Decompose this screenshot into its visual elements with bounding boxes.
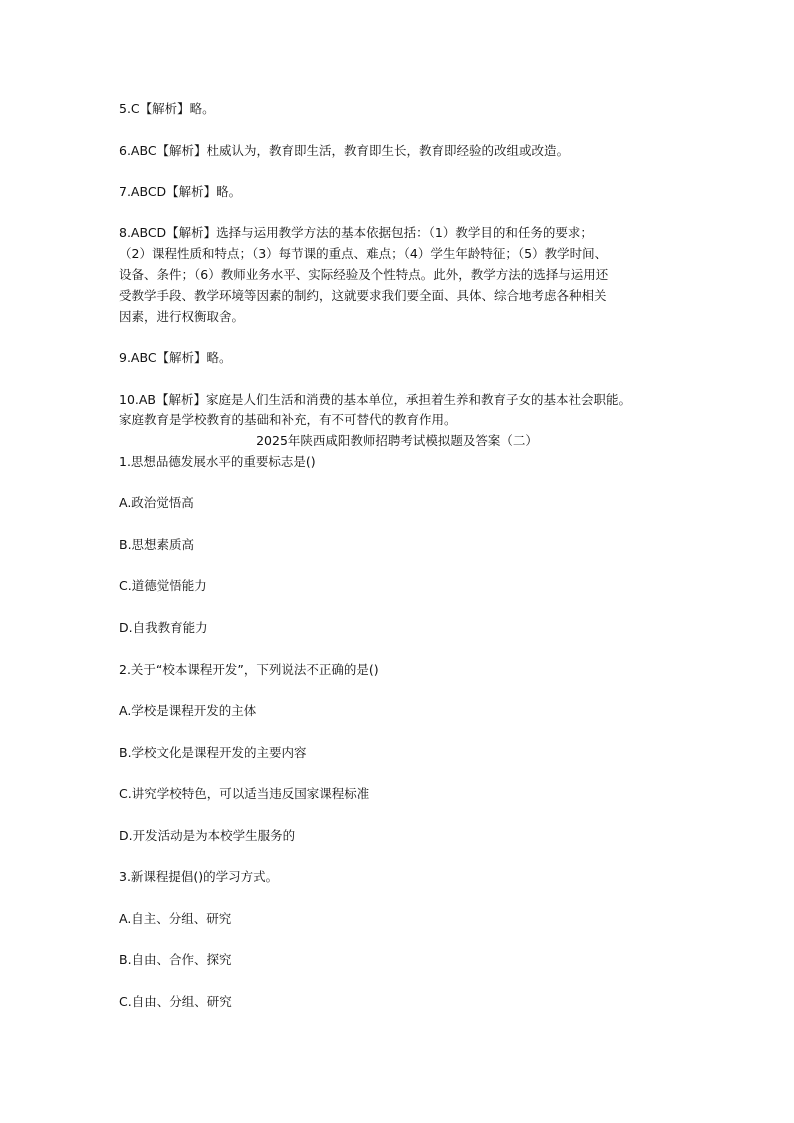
question-2-option-b: B.学校文化是课程开发的主要内容	[119, 745, 307, 760]
answer-5: 5.C【解析】略。	[119, 101, 215, 116]
answer-8-line: 受教学手段、教学环境等因素的制约，这就要求我们要全面、具体、综合地考虑各种相关	[119, 288, 607, 303]
question-3-stem: 3.新课程提倡()的学习方式。	[119, 869, 279, 884]
question-1-option-b: B.思想素质高	[119, 537, 195, 552]
answer-7: 7.ABCD【解析】略。	[119, 184, 242, 199]
question-3-option-c: C.自由、分组、研究	[119, 994, 232, 1009]
question-1-option-a: A.政治觉悟高	[119, 495, 194, 510]
answer-10-line: 家庭教育是学校教育的基础和补充，有不可替代的教育作用。	[119, 412, 457, 427]
question-3-option-a: A.自主、分组、研究	[119, 911, 232, 926]
question-1-stem: 1.思想品德发展水平的重要标志是()	[119, 454, 316, 469]
question-2-option-a: A.学校是课程开发的主体	[119, 703, 257, 718]
answer-6: 6.ABC【解析】杜威认为，教育即生活，教育即生长，教育即经验的改组或改造。	[119, 143, 570, 158]
section-title: 2025年陕西咸阳教师招聘考试模拟题及答案（二）	[256, 433, 538, 448]
answer-9: 9.ABC【解析】略。	[119, 350, 232, 365]
question-2-option-c: C.讲究学校特色，可以适当违反国家课程标准	[119, 786, 370, 801]
question-1-option-d: D.自我教育能力	[119, 620, 208, 635]
question-1-option-c: C.道德觉悟能力	[119, 578, 207, 593]
answer-10-line: 10.AB【解析】家庭是人们生活和消费的基本单位，承担着生养和教育子女的基本社会职能。	[119, 392, 632, 407]
question-2-stem: 2.关于“校本课程开发”，下列说法不正确的是()	[119, 662, 379, 677]
answer-8-line: 因素，进行权衡取舍。	[119, 309, 245, 324]
answer-8-line: 8.ABCD【解析】选择与运用教学方法的基本依据包括：（1）教学目的和任务的要求；	[119, 225, 593, 240]
answer-8-line: （2）课程性质和特点；（3）每节课的重点、难点；（4）学生年龄特征；（5）教学时间、	[119, 246, 608, 261]
question-2-option-d: D.开发活动是为本校学生服务的	[119, 828, 296, 843]
answer-8-line: 设备、条件；（6）教师业务水平、实际经验及个性特点。此外，教学方法的选择与运用还	[119, 267, 609, 282]
question-3-option-b: B.自由、合作、探究	[119, 952, 232, 967]
